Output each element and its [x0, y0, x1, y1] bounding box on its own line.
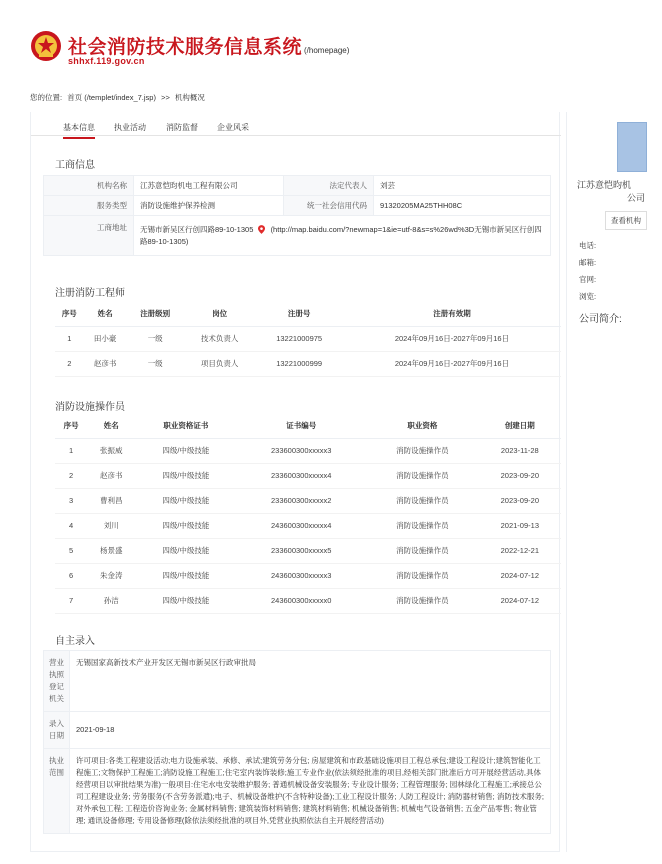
- operators-table-cell: 233600300xxxxx3: [236, 438, 366, 463]
- engineers-table-cell: 2: [55, 351, 84, 376]
- breadcrumb-separator: >>: [161, 93, 170, 102]
- operators-table-cell: 消防设施操作员: [366, 538, 479, 563]
- breadcrumb-current: 机构概况: [174, 93, 205, 102]
- operators-table-row: [55, 438, 561, 463]
- breadcrumb: [30, 92, 208, 103]
- tab-bar: [31, 112, 561, 136]
- operators-table-cell: 2021-09-13: [479, 513, 561, 538]
- service-type-value: 消防设施维护保养检测: [134, 196, 284, 216]
- operators-table-cell: 孙洁: [87, 588, 135, 613]
- operators-table-cell: 朱金涛: [87, 563, 135, 588]
- legal-rep-value: 刘芸: [374, 176, 551, 196]
- operators-table-cell: 消防设施操作员: [366, 588, 479, 613]
- self-entry-title: 自主录入: [55, 636, 95, 647]
- operators-table-cell: 233600300xxxxx4: [236, 463, 366, 488]
- engineers-table-cell: 2024年09月16日-2027年09月16日: [343, 351, 561, 376]
- self-entry-table: [43, 650, 551, 834]
- tab-practice-activity[interactable]: 执业活动: [114, 123, 146, 132]
- main-panel: [30, 112, 560, 852]
- side-company-name: 江苏意恺昀机: [577, 180, 632, 190]
- operators-table-row: [55, 538, 561, 563]
- operators-table-cell: 消防设施操作员: [366, 463, 479, 488]
- operators-column-header: 创建日期: [479, 414, 561, 438]
- operators-table-cell: 张振威: [87, 438, 135, 463]
- site-domain: shhxf.119.gov.cn: [68, 56, 145, 66]
- engineers-column-header: 注册号: [255, 302, 343, 326]
- legal-rep-label: 法定代表人: [284, 176, 374, 196]
- engineers-table-cell: 技术负责人: [184, 326, 256, 351]
- engineers-column-header: 姓名: [84, 302, 127, 326]
- operators-table-cell: 消防设施操作员: [366, 563, 479, 588]
- scope-label: 执业范围: [44, 749, 70, 834]
- operators-table-cell: 四级/中级技能: [135, 488, 236, 513]
- operators-table-row: [55, 588, 561, 613]
- operators-table-cell: 233600300xxxxx2: [236, 488, 366, 513]
- breadcrumb-prefix: 您的位置:: [30, 93, 63, 102]
- operators-table-row: [55, 463, 561, 488]
- operators-table-cell: 243600300xxxxx4: [236, 513, 366, 538]
- operators-table-cell: 四级/中级技能: [135, 513, 236, 538]
- operators-table-cell: 消防设施操作员: [366, 438, 479, 463]
- phone-label: 电话:: [579, 241, 597, 250]
- tab-fire-supervision[interactable]: 消防监督: [166, 123, 198, 132]
- company-side-panel: [566, 112, 662, 852]
- breadcrumb-home-link[interactable]: 首页 (/templet/index_7.jsp): [67, 93, 156, 102]
- operators-table-cell: 2: [55, 463, 87, 488]
- engineers-table-cell: 一级: [127, 326, 184, 351]
- operators-table-cell: 四级/中级技能: [135, 563, 236, 588]
- operators-header-row: [55, 414, 561, 438]
- intro-title: 公司简介:: [579, 314, 622, 325]
- address-value: 无锡市新吴区行创四路89-10-1305: [140, 224, 254, 234]
- map-link[interactable]: (http://map.baidu.com/?newmap=1&ie=utf-8&s=s%26wd%3D无锡市新吴区行创四路89-10-1305): [140, 224, 542, 246]
- operators-table-cell: 四级/中级技能: [135, 538, 236, 563]
- engineers-table-row: [55, 351, 561, 376]
- operators-table-cell: 四级/中级技能: [135, 438, 236, 463]
- fire-emblem-icon[interactable]: [30, 30, 62, 62]
- operators-table-cell: 曹利昌: [87, 488, 135, 513]
- side-company-name-cont: 公司: [627, 193, 646, 203]
- website-label: 官网:: [579, 275, 597, 284]
- operators-table-cell: 2022-12-21: [479, 538, 561, 563]
- operators-table-cell: 6: [55, 563, 87, 588]
- operators-title: 消防设施操作员: [55, 402, 125, 413]
- operators-column-header: 职业资格: [366, 414, 479, 438]
- credit-code-value: 91320205MA25THH08C: [374, 196, 551, 216]
- operators-table-cell: 四级/中级技能: [135, 588, 236, 613]
- engineers-title: 注册消防工程师: [55, 288, 125, 299]
- engineers-column-header: 注册有效期: [343, 302, 561, 326]
- operators-table-cell: 1: [55, 438, 87, 463]
- operators-table-cell: 消防设施操作员: [366, 488, 479, 513]
- org-name-value: 江苏意恺昀机电工程有限公司: [134, 176, 284, 196]
- scope-value: 许可项目:各类工程建设活动;电力设施承装、承修、承试;建筑劳务分包; 房屋建筑和市政基础设施项目工程总承包;建设工程设计;建筑智能化工程施工;文物保护工程施工;消防设施工程施工;住宅室内装饰装修;施工专业作业(依法须经批准的项目,经相关部门批准后方可开展经营活动,具体经营项目以审批结果为准)一般项目:住宅水电安装维护服务; 普通机械设备安装服务; 专业设计服务; 工程管理服务; 园林绿化工程施工;承接总公司工程建设业务; 劳务服务(不含劳务派遣);电子、机械设备维护(不含特种设备);工业工程设计服务; 人防工程设计; 消防器材销售; 消防技术服务; 对外承包工程; 工程造价咨询业务; 金属材料销售; 建筑装饰材料销售; 建筑材料销售; 机械设备销售; 机械电气设备销售; 五金产品零售; 物业管理; 通讯设备修理; 专用设备修理(除依法须经批准的项目外,凭营业执照依法自主开展经营活动): [70, 749, 551, 834]
- operators-table-row: [55, 563, 561, 588]
- tab-company-style[interactable]: 企业风采: [217, 123, 249, 132]
- operators-table: [55, 414, 561, 614]
- company-logo-image: [617, 122, 647, 172]
- operators-table-cell: 四级/中级技能: [135, 463, 236, 488]
- operators-table-cell: 2023-09-20: [479, 463, 561, 488]
- operators-table-cell: 杨景盛: [87, 538, 135, 563]
- authority-label: 营业执照登记机关: [44, 651, 70, 712]
- engineers-table-cell: 2024年09月16日-2027年09月16日: [343, 326, 561, 351]
- engineers-table-cell: 1: [55, 326, 84, 351]
- operators-table-cell: 4: [55, 513, 87, 538]
- operators-table-cell: 2023-09-20: [479, 488, 561, 513]
- operators-table-cell: 5: [55, 538, 87, 563]
- operators-table-cell: 7: [55, 588, 87, 613]
- operators-table-cell: 赵彦书: [87, 463, 135, 488]
- engineers-table-cell: 13221000999: [255, 351, 343, 376]
- operators-table-cell: 243600300xxxxx3: [236, 563, 366, 588]
- engineers-header-row: [55, 302, 561, 326]
- org-name-label: 机构名称: [44, 176, 134, 196]
- authority-value: 无锡国家高新技术产业开发区无锡市新吴区行政审批局: [70, 651, 551, 712]
- operators-table-cell: 243600300xxxxx0: [236, 588, 366, 613]
- email-label: 邮箱:: [579, 258, 597, 267]
- operators-table-cell: 消防设施操作员: [366, 513, 479, 538]
- operators-table-cell: 2024-07-12: [479, 588, 561, 613]
- engineers-column-header: 序号: [55, 302, 84, 326]
- engineers-column-header: 注册级别: [127, 302, 184, 326]
- map-pin-icon[interactable]: [258, 225, 265, 234]
- operators-table-cell: 刘川: [87, 513, 135, 538]
- site-header: [0, 0, 662, 80]
- operators-table-cell: 3: [55, 488, 87, 513]
- operators-column-header: 证书编号: [236, 414, 366, 438]
- operators-table-cell: 2023-11-28: [479, 438, 561, 463]
- engineers-table: [55, 302, 561, 377]
- operators-table-cell: 2024-07-12: [479, 563, 561, 588]
- credit-code-label: 统一社会信用代码: [284, 196, 374, 216]
- service-type-label: 服务类型: [44, 196, 134, 216]
- operators-table-row: [55, 488, 561, 513]
- engineers-column-header: 岗位: [184, 302, 256, 326]
- business-info-table: [43, 175, 551, 256]
- engineers-table-cell: 项目负责人: [184, 351, 256, 376]
- site-title-text: 社会消防技术服务信息系统: [68, 37, 303, 58]
- entry-date-label: 录入日期: [44, 712, 70, 749]
- address-label: 工商地址: [44, 216, 134, 256]
- entry-date-value: 2021-09-18: [70, 712, 551, 749]
- business-info-title: 工商信息: [55, 160, 95, 171]
- view-org-button[interactable]: 查看机构: [605, 211, 647, 230]
- site-title[interactable]: [68, 32, 349, 59]
- homepage-link[interactable]: (/homepage): [304, 46, 350, 55]
- operators-column-header: 序号: [55, 414, 87, 438]
- operators-table-cell: 233600300xxxxx5: [236, 538, 366, 563]
- engineers-table-cell: 一级: [127, 351, 184, 376]
- engineers-table-cell: 赵彦书: [84, 351, 127, 376]
- engineers-table-row: [55, 326, 561, 351]
- operators-column-header: 姓名: [87, 414, 135, 438]
- operators-column-header: 职业资格证书: [135, 414, 236, 438]
- views-label: 浏览:: [579, 292, 597, 301]
- operators-table-row: [55, 513, 561, 538]
- address-cell: [134, 216, 551, 256]
- engineers-table-cell: 13221000975: [255, 326, 343, 351]
- engineers-table-cell: 田小豪: [84, 326, 127, 351]
- tab-basic-info[interactable]: 基本信息: [63, 122, 95, 139]
